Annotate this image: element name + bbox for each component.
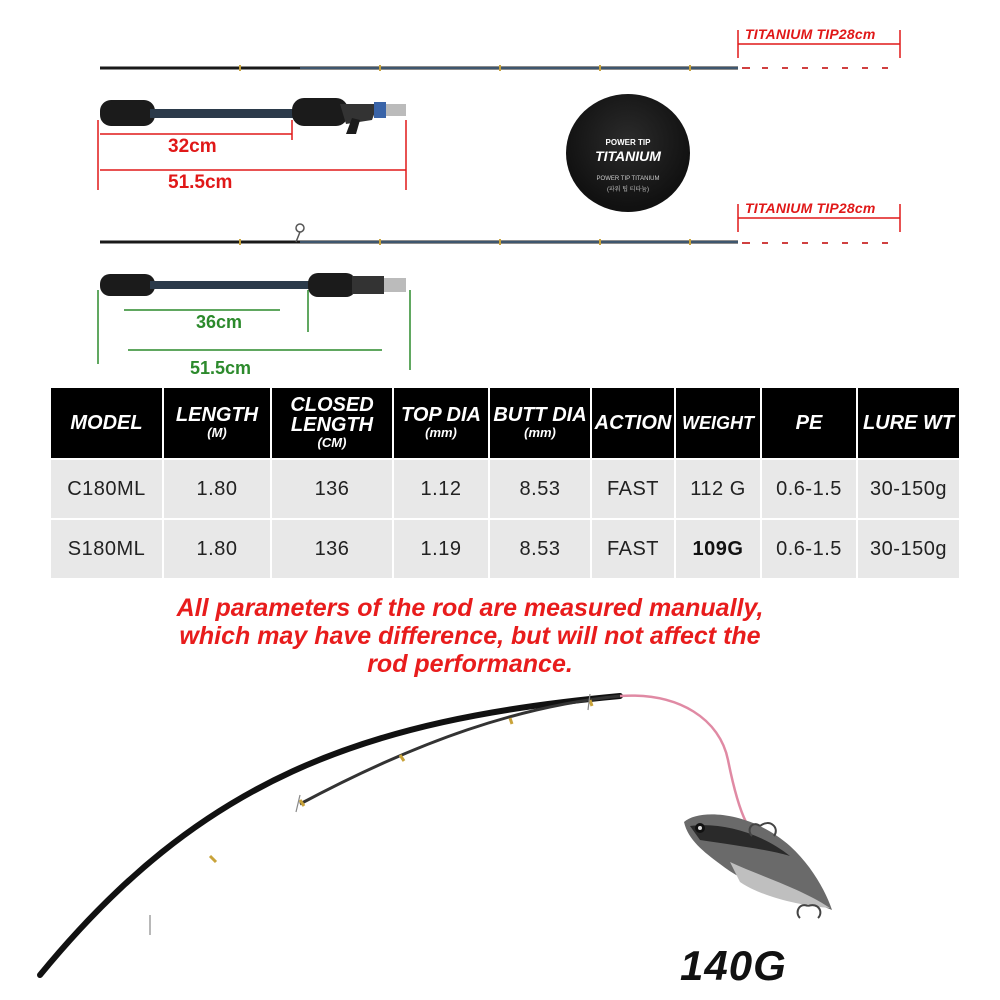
table-row bbox=[51, 459, 959, 519]
casting-handle bbox=[100, 98, 406, 134]
cell-butt-dia: 8.53 bbox=[489, 459, 591, 519]
header-closed-length: CLOSED LENGTH (CM) bbox=[271, 388, 393, 459]
cell-model: S180ML bbox=[51, 519, 163, 578]
bent-rod-illustration bbox=[40, 694, 832, 975]
spec-table bbox=[51, 388, 959, 578]
cell-length: 1.80 bbox=[163, 519, 271, 578]
table-row bbox=[51, 519, 959, 578]
header-lure-wt: LURE WT bbox=[857, 388, 959, 459]
casting-handle-long-dim: 51.5cm bbox=[168, 172, 233, 193]
spinning-handle-long-dim: 51.5cm bbox=[190, 358, 252, 378]
header-top-dia: TOP DIA (mm) bbox=[393, 388, 489, 459]
casting-handle-short-dim: 32cm bbox=[168, 136, 217, 157]
measurement-disclaimer bbox=[0, 594, 940, 678]
cell-action: FAST bbox=[591, 519, 675, 578]
spinning-handle bbox=[100, 273, 406, 297]
cell-action: FAST bbox=[591, 459, 675, 519]
disclaimer-line-2: which may have difference, but will not affect the bbox=[179, 622, 761, 650]
header-pe: PE bbox=[761, 388, 857, 459]
cell-lure-wt: 30-150g bbox=[857, 459, 959, 519]
spec-table-header-row bbox=[51, 388, 959, 459]
cell-lure-wt: 30-150g bbox=[857, 519, 959, 578]
spinning-dimension-lines bbox=[98, 290, 410, 370]
header-length: LENGTH (M) bbox=[163, 388, 271, 459]
badge-titanium: TITANIUM bbox=[595, 148, 661, 164]
cell-closed-length: 136 bbox=[271, 459, 393, 519]
lure-icon bbox=[684, 814, 832, 910]
header-butt-dia: BUTT DIA (mm) bbox=[489, 388, 591, 459]
cell-weight: 112 G bbox=[675, 459, 761, 519]
header-action: ACTION bbox=[591, 388, 675, 459]
cell-closed-length: 136 bbox=[271, 519, 393, 578]
cell-top-dia: 1.12 bbox=[393, 459, 489, 519]
lure-weight-label: 140G bbox=[680, 942, 787, 989]
cell-pe: 0.6-1.5 bbox=[761, 519, 857, 578]
spinning-handle-short-dim: 36cm bbox=[196, 312, 243, 332]
cell-model: C180ML bbox=[51, 459, 163, 519]
badge-subtitle: POWER TIP TITANIUM bbox=[596, 176, 660, 182]
header-weight: WEIGHT bbox=[675, 388, 761, 459]
top-rod-tip-label: TITANIUM TIP28cm bbox=[745, 26, 876, 42]
cell-pe: 0.6-1.5 bbox=[761, 459, 857, 519]
disclaimer-line-3: rod performance. bbox=[367, 650, 573, 678]
bottom-rod-tip-label: TITANIUM TIP28cm bbox=[745, 200, 876, 216]
cell-top-dia: 1.19 bbox=[393, 519, 489, 578]
titanium-badge-icon bbox=[566, 94, 690, 212]
casting-dimension-lines bbox=[98, 120, 406, 190]
badge-power-tip: POWER TIP bbox=[605, 138, 651, 147]
header-model: MODEL bbox=[51, 388, 163, 459]
cell-butt-dia: 8.53 bbox=[489, 519, 591, 578]
cell-length: 1.80 bbox=[163, 459, 271, 519]
disclaimer-line-1: All parameters of the rod are measured manually, bbox=[176, 594, 764, 622]
cell-weight: 109G bbox=[675, 519, 761, 578]
badge-subtitle-korean: (파워 팁 티타늄) bbox=[606, 187, 650, 193]
